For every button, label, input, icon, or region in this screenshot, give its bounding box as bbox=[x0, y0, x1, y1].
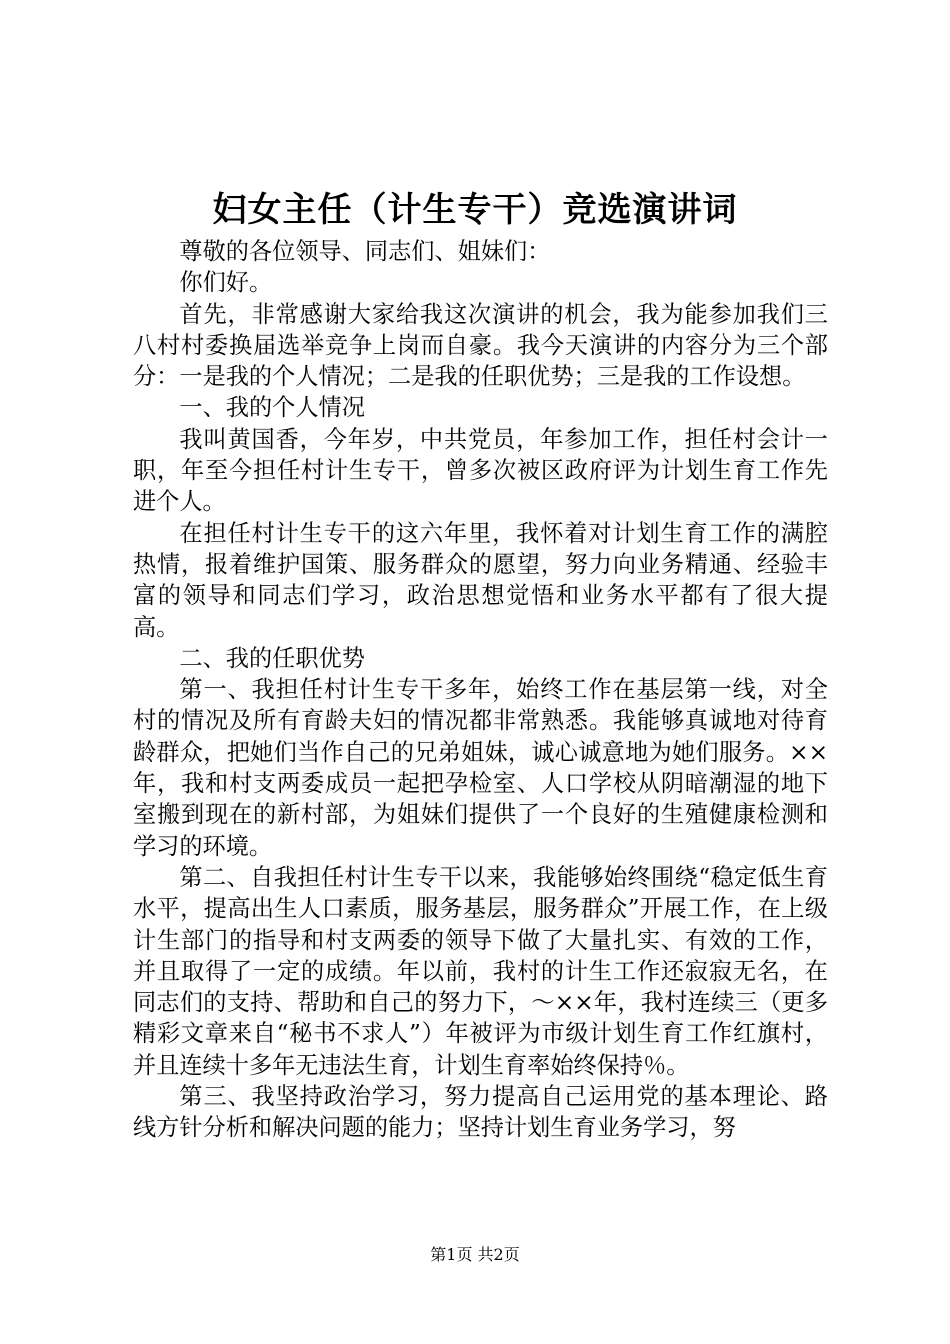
paragraph-advantage-2: 第二、自我担任村计生专干以来，我能够始终围绕“稳定低生育水平，提高出生人口素质，服务基层，服务群众”开展工作，在上级计生部门的指导和村支两委的领导下做了大量扎实、有效的工作，并且取得了一定的成绩。年以前，我村的计生工作还寂寂无名，在同志们的支持、帮助和自己的努力下，～××年，我村连续三（更多精彩文章来自“秘书不求人”）年被评为市级计划生育工作红旗村，并且连续十多年无违法生育，计划生育率始终保持％。 bbox=[133, 863, 828, 1079]
paragraph-advantage-1: 第一、我担任村计生专干多年，始终工作在基层第一线，对全村的情况及所有育龄夫妇的情况都非常熟悉。我能够真诚地对待育龄群众，把她们当作自己的兄弟姐妹，诚心诚意地为她们服务。××年，我和村支两委成员一起把孕检室、人口学校从阴暗潮湿的地下室搬到现在的新村部，为姐妹们提供了一个良好的生殖健康检测和学习的环境。 bbox=[133, 676, 828, 860]
paragraph-salutation: 尊敬的各位领导、同志们、姐妹们： bbox=[179, 238, 551, 265]
document-title: 妇女主任（计生专干）竞选演讲词 bbox=[212, 190, 738, 230]
section-heading-advantages: 二、我的任职优势 bbox=[179, 644, 365, 672]
document-body bbox=[133, 236, 828, 1144]
paragraph-intro: 首先，非常感谢大家给我这次演讲的机会，我为能参加我们三八村村委换届选举竞争上岗而自豪。我今天演讲的内容分为三个部分：一是我的个人情况；二是我的任职优势；三是我的工作设想。 bbox=[133, 300, 828, 391]
paragraph-greeting: 你们好。 bbox=[179, 269, 273, 297]
section-heading-personal: 一、我的个人情况 bbox=[179, 394, 365, 422]
page-footer: 第1页 共2页 bbox=[430, 1245, 520, 1264]
paragraph-personal-info: 我叫黄国香，今年岁，中共党员，年参加工作，担任村会计一职，年至今担任村计生专干，曾多次被区政府评为计划生育工作先进个人。 bbox=[133, 425, 828, 516]
paragraph-experience: 在担任村计生专干的这六年里，我怀着对计划生育工作的满腔热情，报着维护国策、服务群众的愿望，努力向业务精通、经验丰富的领导和同志们学习，政治思想觉悟和业务水平都有了很大提高。 bbox=[133, 519, 828, 641]
paragraph-advantage-3: 第三、我坚持政治学习，努力提高自己运用党的基本理论、路线方针分析和解决问题的能力；坚持计划生育业务学习，努 bbox=[133, 1083, 828, 1142]
